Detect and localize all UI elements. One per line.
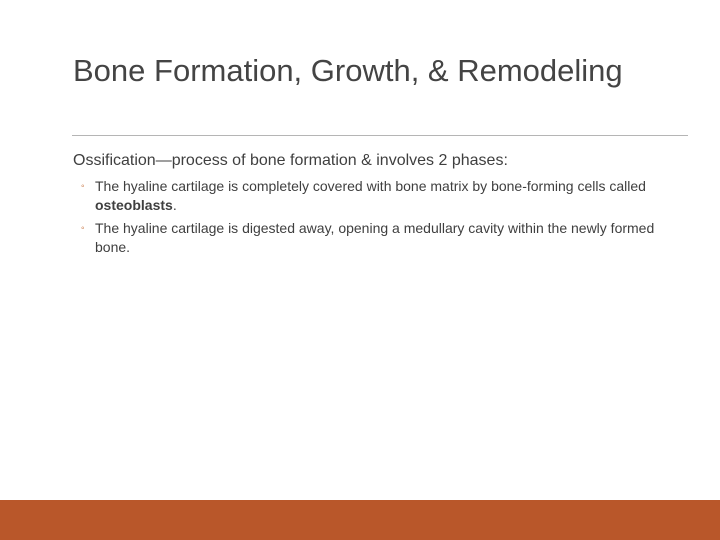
bullet-text: The hyaline cartilage is digested away, opening a medullary cavity within the newly formed bone. [95, 220, 655, 255]
bullet-text-end: . [172, 197, 177, 213]
bullet-list [73, 177, 673, 257]
bullet-item [73, 219, 655, 257]
slide-title: Bone Formation, Growth, & Remodeling [73, 53, 623, 88]
bullet-circle-icon: ◦ [81, 181, 85, 192]
bullet-item [73, 177, 655, 215]
bullet-text-start: The hyaline cartilage is completely covered with bone matrix by bone-forming cells called [95, 178, 646, 194]
footer-band [0, 500, 720, 540]
lead-text: Ossification—process of bone formation & involves 2 phases: [73, 152, 508, 169]
bullet-term: osteoblasts [95, 197, 173, 213]
slide-body [73, 150, 673, 261]
bullet-circle-icon: ◦ [81, 223, 85, 234]
title-divider [72, 135, 688, 136]
